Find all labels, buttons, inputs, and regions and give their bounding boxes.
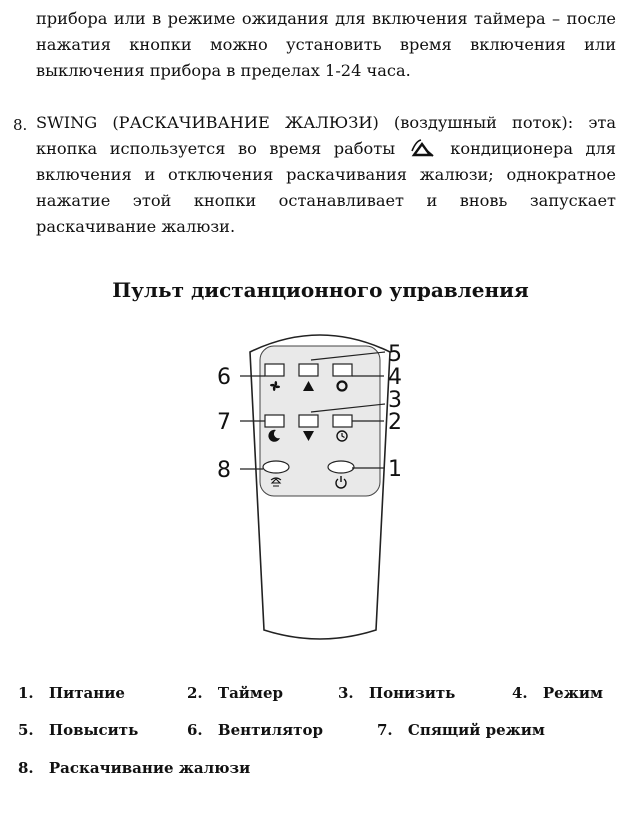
- legend-num: 1.: [18, 684, 34, 702]
- legend-item-1: [18, 684, 125, 702]
- legend-num: 3.: [338, 684, 354, 702]
- legend-label: Питание: [48, 684, 125, 702]
- legend-label: Повысить: [48, 721, 139, 739]
- legend-item-6: [187, 721, 323, 739]
- legend-num: 6.: [187, 721, 203, 739]
- button-2-timer: [333, 415, 352, 427]
- legend-label: Понизить: [368, 684, 456, 702]
- legend-item-2: [187, 684, 283, 702]
- legend-item-5: [18, 721, 138, 739]
- legend-label: Раскачивание жалюзи: [48, 759, 251, 777]
- legend-label: Таймер: [217, 684, 283, 702]
- callout-2: 2: [388, 410, 402, 435]
- legend-label: Вентилятор: [217, 721, 323, 739]
- legend-item-4: [512, 684, 603, 702]
- button-8-swing: [263, 461, 289, 473]
- legend-num: 8.: [18, 759, 34, 777]
- callout-5: 5: [388, 342, 402, 367]
- button-4-mode: [333, 364, 352, 376]
- button-1-power: [328, 461, 354, 473]
- legend-item-8: [18, 759, 250, 777]
- legend-item-7: [377, 721, 545, 739]
- callout-8: 8: [217, 458, 231, 483]
- legend-num: 5.: [18, 721, 34, 739]
- legend-item-3: [338, 684, 455, 702]
- button-6-fan: [265, 364, 284, 376]
- swing-text-after: кондиционера для включения и отключения раскачивания жалюзи; однократное нажатие этой кнопки останавливает и вновь запускает раскачивание жалюзи.: [36, 139, 616, 236]
- callout-7: 7: [217, 410, 231, 435]
- swing-text-before: SWING (РАСКАЧИВАНИЕ ЖАЛЮЗИ) (воздушный поток): эта кнопка используется во время работы: [36, 113, 616, 158]
- paragraph-timer-description: прибора или в режиме ожидания для включения таймера – после нажатия кнопки можно установить время включения или выключения прибора в пределах 1-24 часа.: [36, 9, 616, 80]
- legend-num: 4.: [512, 684, 528, 702]
- callout-6: 6: [217, 365, 231, 390]
- button-3-down: [299, 415, 318, 427]
- list-number-8: 8.: [13, 116, 28, 134]
- button-5-up: [299, 364, 318, 376]
- legend-num: 7.: [377, 721, 393, 739]
- legend-label: Режим: [542, 684, 604, 702]
- section-heading: Пульт дистанционного управления: [112, 278, 529, 302]
- legend-num: 2.: [187, 684, 203, 702]
- callout-1: 1: [388, 457, 402, 482]
- legend-label: Спящий режим: [407, 721, 545, 739]
- callout-4: 4: [388, 365, 402, 390]
- callout-3: 3: [388, 388, 402, 413]
- button-7-sleep: [265, 415, 284, 427]
